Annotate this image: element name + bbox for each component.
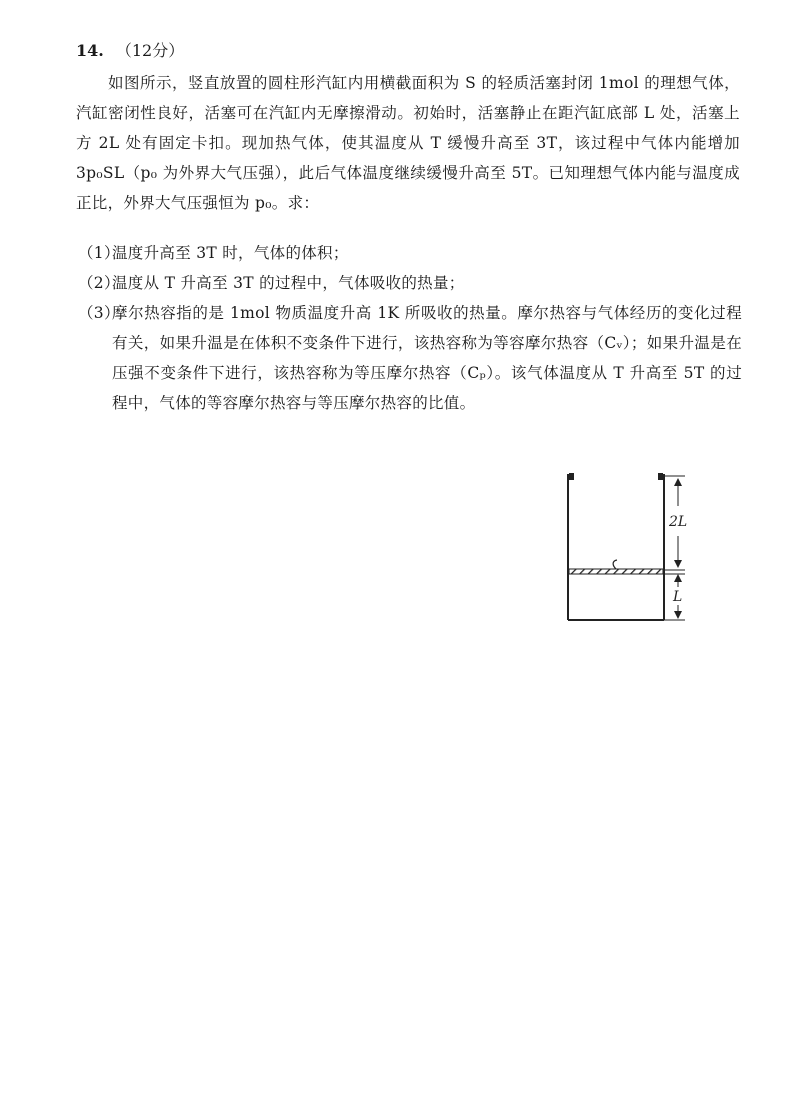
question-number: 14. — [76, 41, 104, 60]
label-L: L — [673, 589, 683, 605]
sub-question-1 — [78, 238, 742, 268]
cylinder-diagram — [555, 462, 705, 632]
label-2L: 2L — [669, 514, 688, 530]
sub-question-1-text: 温度升高至 3T 时，气体的体积； — [112, 244, 349, 262]
sub-question-3 — [78, 298, 742, 418]
sub-question-2-tag: （2） — [78, 274, 120, 292]
sub-question-1-tag: （1） — [78, 244, 120, 262]
sub-question-2 — [78, 268, 742, 298]
stop-right — [658, 473, 663, 480]
sub-question-3-text: 摩尔热容指的是 1mol 物质温度升高 1K 所吸收的热量。摩尔热容与气体经历的变化过程有关，如果升温是在体积不变条件下进行，该热容称为等容摩尔热容（Cᵥ）；如果升温是在压强不变条件下进行，该热容称为等压摩尔热容（Cₚ）。该气体温度从 T 升高至 5T 的过程中，气体的等容摩尔热容与等压摩尔热容的比值。 — [112, 304, 742, 412]
piston — [569, 569, 663, 574]
piston-handle — [613, 560, 617, 569]
sub-question-2-text: 温度从 T 升高至 3T 的过程中，气体吸收的热量； — [112, 274, 465, 292]
sub-question-3-tag: （3） — [78, 304, 120, 322]
question-header — [76, 38, 184, 61]
question-score: （12分） — [115, 41, 185, 60]
question-stem: 如图所示，竖直放置的圆柱形汽缸内用横截面积为 S 的轻质活塞封闭 1mol 的理想气体，汽缸密闭性良好，活塞可在汽缸内无摩擦滑动。初始时，活塞静止在距汽缸底部 L 处，活塞上方 2L 处有固定卡扣。现加热气体，使其温度从 T 缓慢升高至 3T，该过程中气体内能增加 3p₀SL（p₀ 为外界大气压强），此后气体温度继续缓慢升高至 5T。已知理想气体内能与温度成正比，外界大气压强恒为 p₀。求： — [76, 74, 740, 212]
stop-left — [569, 473, 574, 480]
